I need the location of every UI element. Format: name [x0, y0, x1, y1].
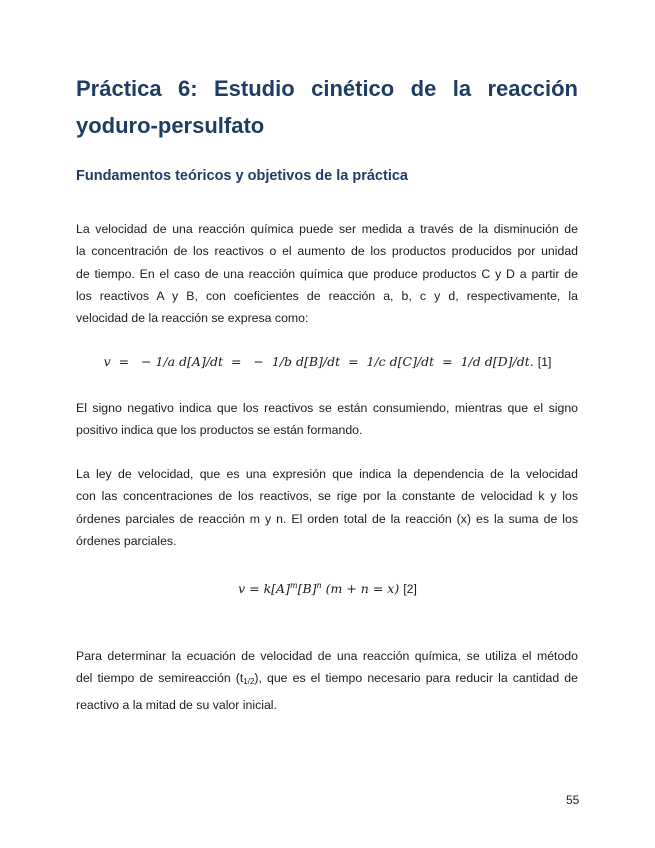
text-line: de tiempo. En el caso de una reacción química que produce productos C y D a partir de [76, 266, 578, 281]
paragraph-sign-meaning [76, 397, 578, 442]
paragraph-half-life [76, 645, 578, 716]
equation-1-ref: [1] [537, 355, 552, 369]
exponent-m: m [289, 581, 298, 590]
equation-1-body: v = − 1/a d[A]/dt = − 1/b d[B]/dt = 1/c d[C]/dt = 1/d d[D]/dt. [103, 354, 534, 369]
text-line: con las concentraciones de los reactivos, se rige por la constante de velocidad k y los [76, 489, 578, 504]
text-line: la concentración de los reactivos o el aumento de los productos producidos por unidad [76, 244, 578, 259]
text-line: los reactivos A y B, con coeficientes de reacción a, b, c y d, respectivamente, la [76, 288, 578, 303]
text-segment: ), que es el tiempo necesario para reducir la cantidad de [254, 671, 578, 686]
text-line: El signo negativo indica que los reactivos se están consumiendo, mientras que el signo [76, 401, 578, 415]
text-line: órdenes parciales. [76, 533, 177, 548]
text-line [76, 667, 578, 693]
text-line: positivo indica que los productos se están formando. [76, 423, 363, 438]
text-line: órdenes parciales de reacción m y n. El orden total de la reacción (x) es la suma de los [76, 511, 578, 526]
equation-2-tail: (m + n = x) [321, 581, 400, 597]
text-line: reactivo a la mitad de su valor inicial. [76, 697, 277, 712]
title-line-1: Práctica 6: Estudio cinético de la reacción [76, 76, 578, 101]
text-segment: del tiempo de semireacción (t [76, 671, 244, 686]
equation-2-lhs: v = k[A] [238, 581, 290, 597]
section-heading: Fundamentos teóricos y objetivos de la práctica [76, 168, 408, 184]
equation-2-mid: [B] [297, 581, 317, 597]
text-line: La velocidad de una reacción química puede ser medida a través de la disminución de [76, 222, 578, 236]
equation-2-ref: [2] [403, 582, 417, 597]
paragraph-rate-definition [76, 218, 578, 329]
text-line: velocidad de la reacción se expresa como: [76, 311, 309, 326]
text-line: Para determinar la ecuación de velocidad de una reacción química, se utiliza el método [76, 649, 578, 663]
exponent-n: n [316, 581, 322, 590]
equation-2 [0, 581, 655, 596]
half-subscript: 1/2 [243, 677, 255, 687]
page-title [76, 70, 578, 144]
title-line-2: yoduro-persulfato [76, 113, 265, 138]
paragraph-rate-law [76, 463, 578, 552]
equation-1 [0, 354, 655, 369]
text-line: La ley de velocidad, que es una expresión que indica la dependencia de la velocidad [76, 467, 578, 481]
page-number: 55 [566, 793, 580, 807]
